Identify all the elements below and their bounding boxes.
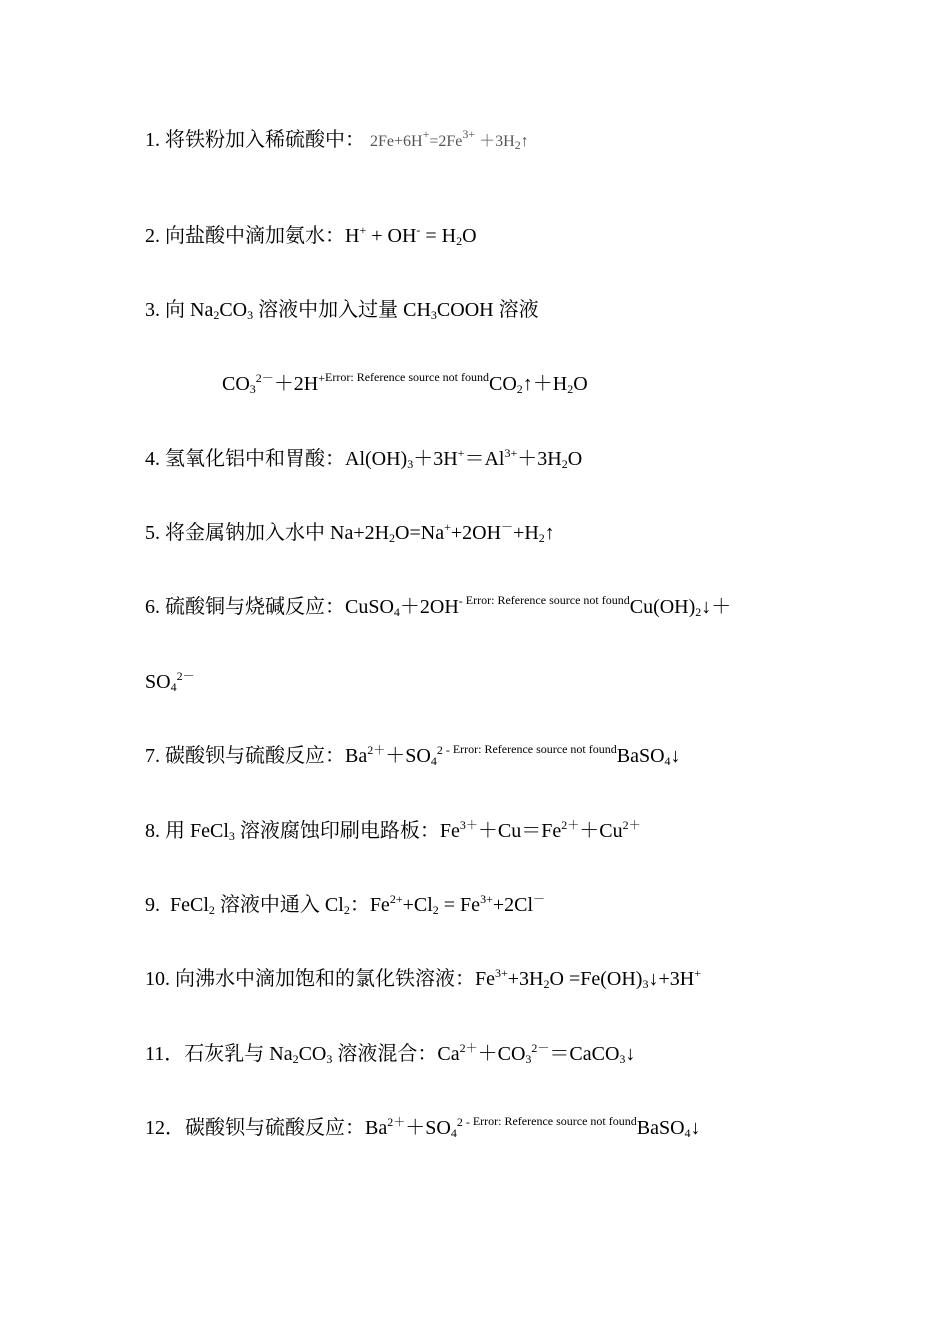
equation: $Na+2H_2O=Na^++2OH^-+H_2↑$ <box>330 520 555 545</box>
equation-item-4 <box>145 445 582 473</box>
equation-item-2 <box>145 222 477 250</box>
equation: $CO_3^{2-}+2H^{+Error: Reference source not found}CO_2↑+H_2O$ <box>222 370 588 396</box>
equation: CuSO$_4$＋2OH- $^{Error: Reference source not found}Cu(OH)_2↓+$ <box>345 593 732 619</box>
equation-item-7 <box>145 742 681 770</box>
equation-item-5 <box>145 519 555 547</box>
item-prefix: 2. 向盐酸中滴加氨水： <box>145 225 345 247</box>
equation: $Ba^{2+}+SO_4^{2 -}$ $^{Error: Reference source not found}$BaSO$_4$↓ <box>345 742 681 768</box>
equation: $Fe^{2+}+Cl_2 = Fe^{3+}+2Cl^-$ <box>369 892 546 917</box>
equation: $Ca^{2+}+CO_3^{2-}=CaCO_3↓$ <box>437 1041 636 1066</box>
equation-item-10 <box>145 965 701 993</box>
equation-item-9 <box>145 891 545 919</box>
equation: $SO_4^{2-}$ <box>145 669 195 694</box>
item-prefix: 7. 碳酸钡与硫酸反应： <box>145 745 345 767</box>
item-prefix: 1. 将铁粉加入稀硫酸中： <box>145 129 365 151</box>
item-prefix: 8. 用 FeCl$_3$ 溶液腐蚀印刷电路板： <box>145 820 440 843</box>
item-prefix: 11．石灰乳与 $Na_2CO_3$ 溶液混合： <box>145 1043 438 1066</box>
item-prefix: 6. 硫酸铜与烧碱反应： <box>145 596 345 618</box>
equation: $Fe^{3+}+3H_2O$ $=Fe(OH)_3↓+3H^+$ <box>475 966 701 991</box>
equation-item-12 <box>145 1114 701 1142</box>
item-prefix: 3. 向 $Na_2CO_3$ 溶液中加入过量 $CH_3COOH$ 溶液 <box>145 299 539 322</box>
equation: $H^+ + OH^- = H_2O$ <box>345 223 477 248</box>
equation: $2Fe+6H^+=2Fe^{3+}$ $+3H_2↑$ <box>370 127 529 152</box>
equation: $Ba^{2+}+SO_4^{2 -}$ $^{Error: Reference source not found}$BaSO$_4$↓ <box>365 1114 701 1140</box>
equation-item-6 <box>145 593 731 621</box>
equation-item-1 <box>145 126 529 156</box>
equation-item-3-eq <box>222 370 588 398</box>
equation: $Al(OH)_3+3H^+=Al^{3+}+3H_2O$ <box>345 446 583 471</box>
item-prefix: 5. 将金属钠加入水中 <box>145 522 325 544</box>
item-prefix: 10. 向沸水中滴加饱和的氯化铁溶液： <box>145 968 475 990</box>
equation-item-8 <box>145 817 641 845</box>
equation-item-11 <box>145 1040 635 1068</box>
equation: $Fe^{3+}+Cu=Fe^{2+}+Cu^{2+}$ <box>439 818 641 842</box>
item-prefix: 9. FeCl$_2$ 溶液中通入 $Cl_2$： <box>145 894 370 917</box>
equation-item-6-cont <box>145 668 195 696</box>
equation-item-3 <box>145 296 539 324</box>
item-prefix: 4. 氢氧化铝中和胃酸： <box>145 448 345 470</box>
item-prefix: 12．碳酸钡与硫酸反应： <box>145 1117 365 1139</box>
